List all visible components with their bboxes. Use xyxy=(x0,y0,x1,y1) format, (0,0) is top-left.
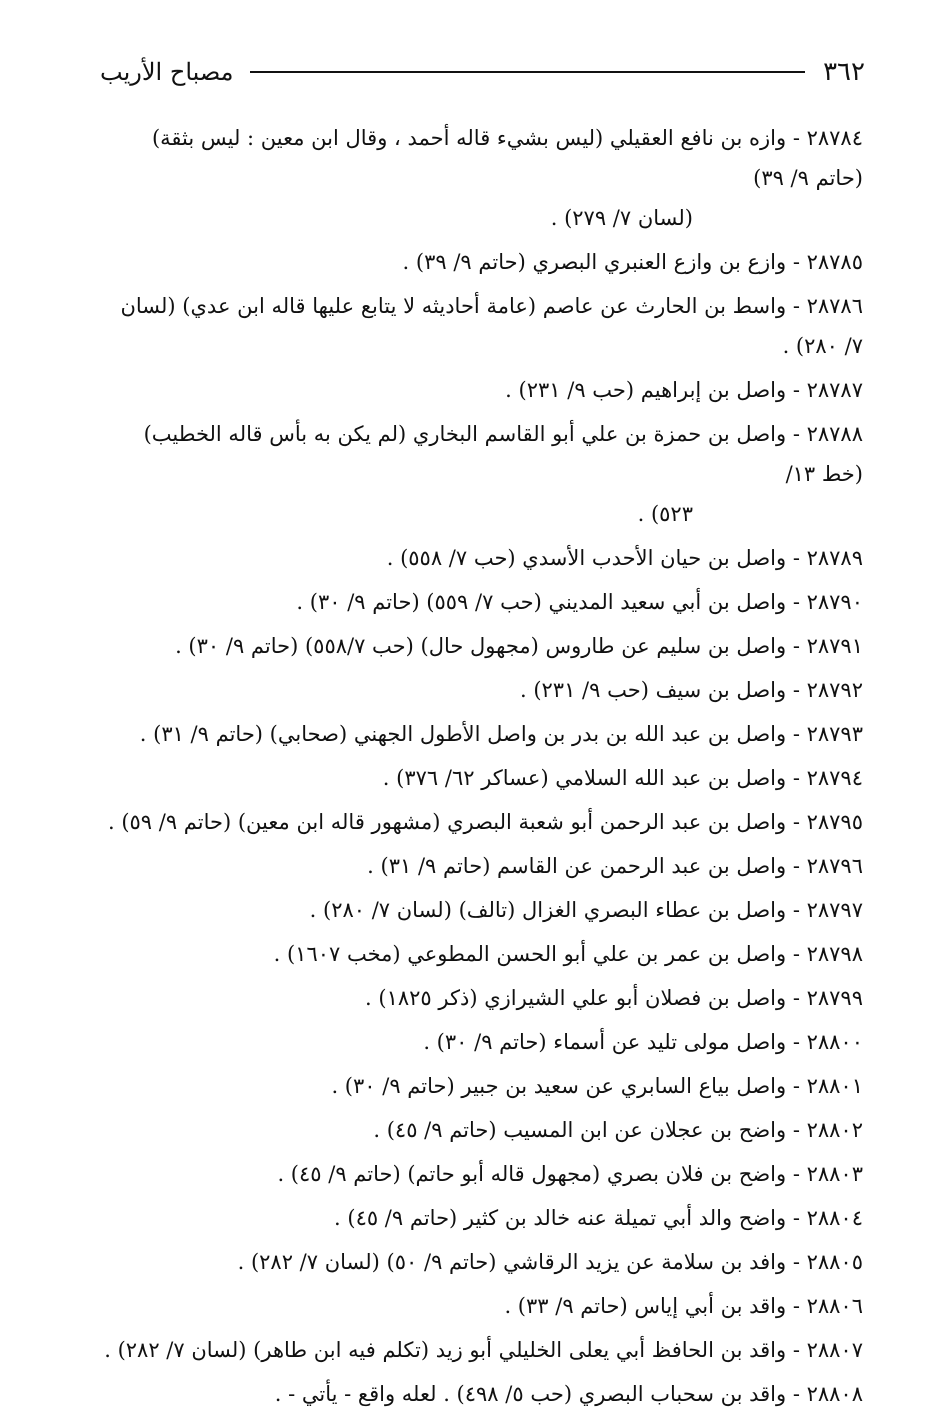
entry-text: واصل بن عبد الله بن بدر بن واصل الأطول الجهني (صحابي) (حاتم ٩/ ٣١) . xyxy=(139,722,787,746)
entry-item: ٢٨٧٩٠ - واصل بن أبي سعيد المديني (حب ٧/ ٥٥٩) (حاتم ٩/ ٣٠) . xyxy=(296,590,863,614)
entry-item: ٢٨٧٩١ - واصل بن سليم عن طاروس (مجهول حال) (حب ٥٥٨/٧) (حاتم ٩/ ٣٠) . xyxy=(175,634,863,658)
entry-text: واصل بن عبد الرحمن عن القاسم (حاتم ٩/ ٣١) . xyxy=(367,854,787,878)
entry-number: ٢٨٧٩٢ xyxy=(806,678,863,702)
entry-number: ٢٨٧٩٦ xyxy=(806,854,863,878)
entry-number: ٢٨٨٠٦ xyxy=(806,1294,863,1318)
entry-item: ٢٨٧٩٥ - واصل بن عبد الرحمن أبو شعبة البصري (مشهور قاله ابن معين) (حاتم ٩/ ٥٩) . xyxy=(107,810,863,834)
entry-text: واصل بن أبي سعيد المديني (حب ٧/ ٥٥٩) (حاتم ٩/ ٣٠) . xyxy=(296,590,787,614)
entry-number: ٢٨٨٠١ xyxy=(806,1074,863,1098)
entry-number: ٢٨٧٨٦ xyxy=(806,294,863,318)
entry-text: واضح والد أبي تميلة عنه خالد بن كثير (حاتم ٩/ ٤٥) . xyxy=(334,1206,787,1230)
entry-item: ٢٨٨٠٦ - واقد بن أبي إياس (حاتم ٩/ ٣٣) . xyxy=(504,1294,863,1318)
entry-text: واصل بن إبراهيم (حب ٩/ ٢٣١) . xyxy=(505,378,787,402)
entry-item: ٢٨٧٩٦ - واصل بن عبد الرحمن عن القاسم (حاتم ٩/ ٣١) . xyxy=(367,854,863,878)
entry-item: ٢٨٧٨٩ - واصل بن حيان الأحدب الأسدي (حب ٧/ ٥٥٨) . xyxy=(386,546,863,570)
entry-text: واصل بن فصلان أبو علي الشيرازي (ذكر ١٨٢٥) . xyxy=(365,986,787,1010)
entry-number: ٢٨٨٠٤ xyxy=(806,1206,863,1230)
entry-number: ٢٨٧٨٨ xyxy=(806,422,863,446)
entry-item: ٢٨٨٠٠ - واصل مولى تليد عن أسماء (حاتم ٩/ ٣٠) . xyxy=(423,1030,863,1054)
entry-number: ٢٨٨٠٧ xyxy=(806,1338,863,1362)
entry-number: ٢٨٧٩٥ xyxy=(806,810,863,834)
entry-text: واقد بن أبي إياس (حاتم ٩/ ٣٣) . xyxy=(504,1294,787,1318)
entry-text: واضح بن عجلان عن ابن المسيب (حاتم ٩/ ٤٥) . xyxy=(373,1118,787,1142)
entry-item: ٢٨٧٨٦ - واسط بن الحارث عن عاصم (عامة أحاديثه لا يتابع عليها قاله ابن عدي) (لسان ٧/ ٢٨٠) . xyxy=(120,294,863,358)
entry-text: واضح بن فلان بصري (مجهول قاله أبو حاتم) (حاتم ٩/ ٤٥) . xyxy=(277,1162,787,1186)
entry-item: ٢٨٧٩٩ - واصل بن فصلان أبو علي الشيرازي (ذكر ١٨٢٥) . xyxy=(365,986,863,1010)
entry-text: واصل بن سيف (حب ٩/ ٢٣١) . xyxy=(519,678,787,702)
entry-item: ٢٨٧٩٣ - واصل بن عبد الله بن بدر بن واصل الأطول الجهني (صحابي) (حاتم ٩/ ٣١) . xyxy=(139,722,863,746)
entry-item: ٢٨٨٠٨ - واقد بن سحباب البصري (حب ٥/ ٤٩٨) . لعله واقع - يأتي - . xyxy=(274,1382,863,1406)
entry-number: ٢٨٨٠٥ xyxy=(806,1250,863,1274)
entry-number: ٢٨٧٨٤ xyxy=(806,126,863,150)
entry-number: ٢٨٨٠٠ xyxy=(806,1030,863,1054)
entry-number: ٢٨٧٩٣ xyxy=(806,722,863,746)
entry-item: ٢٨٧٨٨ - واصل بن حمزة بن علي أبو القاسم البخاري (لم يكن به بأس قاله الخطيب) (خط ١٣/ ٥٢٣) . xyxy=(98,414,863,534)
running-title: مصباح الأريب xyxy=(100,58,234,86)
entry-item: ٢٨٧٨٥ - وازع بن وازع العنبري البصري (حاتم ٩/ ٣٩) . xyxy=(402,250,863,274)
entry-text: وازه بن نافع العقيلي (ليس بشيء قاله أحمد ، وقال ابن معين : ليس بثقة) (حاتم ٩/ ٣٩) xyxy=(151,126,863,190)
page-header xyxy=(100,50,865,94)
entry-number: ٢٨٧٨٩ xyxy=(806,546,863,570)
entry-item: ٢٨٨٠٢ - واضح بن عجلان عن ابن المسيب (حاتم ٩/ ٤٥) . xyxy=(373,1118,863,1142)
entry-text: واسط بن الحارث عن عاصم (عامة أحاديثه لا يتابع عليها قاله ابن عدي) (لسان ٧/ ٢٨٠) . xyxy=(120,294,863,358)
entry-number: ٢٨٨٠٣ xyxy=(806,1162,863,1186)
entry-text: واصل بن سليم عن طاروس (مجهول حال) (حب ٥٥٨/٧) (حاتم ٩/ ٣٠) . xyxy=(175,634,787,658)
entry-item: ٢٨٧٩٨ - واصل بن عمر بن علي أبو الحسن المطوعي (مخب ١٦٠٧) . xyxy=(273,942,863,966)
entry-text: واصل بن عطاء البصري الغزال (تالف) (لسان ٧/ ٢٨٠) . xyxy=(309,898,787,922)
entry-item: ٢٨٧٨٧ - واصل بن إبراهيم (حب ٩/ ٢٣١) . xyxy=(505,378,863,402)
entry-item: ٢٨٧٩٧ - واصل بن عطاء البصري الغزال (تالف) (لسان ٧/ ٢٨٠) . xyxy=(309,898,863,922)
entry-item: ٢٨٧٩٢ - واصل بن سيف (حب ٩/ ٢٣١) . xyxy=(519,678,863,702)
entry-item: ٢٨٨٠٣ - واضح بن فلان بصري (مجهول قاله أبو حاتم) (حاتم ٩/ ٤٥) . xyxy=(277,1162,863,1186)
entry-text: وافد بن سلامة عن يزيد الرقاشي (حاتم ٩/ ٥٠) (لسان ٧/ ٢٨٢) . xyxy=(237,1250,787,1274)
entry-number: ٢٨٨٠٨ xyxy=(806,1382,863,1406)
entry-continuation: (لسان ٧/ ٢٧٩) . xyxy=(550,206,693,230)
entry-text: واقد بن الحافظ أبي يعلى الخليلي أبو زيد (تكلم فيه ابن طاهر) (لسان ٧/ ٢٨٢) . xyxy=(104,1338,787,1362)
entry-item: ٢٨٧٩٤ - واصل بن عبد الله السلامي (عساكر ٦٢/ ٣٧٦) . xyxy=(382,766,863,790)
entry-text: وازع بن وازع العنبري البصري (حاتم ٩/ ٣٩) . xyxy=(402,250,787,274)
entry-text: واصل بن حيان الأحدب الأسدي (حب ٧/ ٥٥٨) . xyxy=(386,546,787,570)
entry-item: ٢٨٨٠٤ - واضح والد أبي تميلة عنه خالد بن كثير (حاتم ٩/ ٤٥) . xyxy=(334,1206,863,1230)
entry-text: واصل مولى تليد عن أسماء (حاتم ٩/ ٣٠) . xyxy=(423,1030,787,1054)
entry-number: ٢٨٧٩٤ xyxy=(806,766,863,790)
entry-continuation: ٥٢٣) . xyxy=(637,502,693,526)
entry-number: ٢٨٧٨٥ xyxy=(806,250,863,274)
entry-item: ٢٨٨٠١ - واصل بياع السابري عن سعيد بن جبير (حاتم ٩/ ٣٠) . xyxy=(331,1074,863,1098)
entry-number: ٢٨٧٩٨ xyxy=(806,942,863,966)
header-rule xyxy=(250,71,806,73)
entry-number: ٢٨٨٠٢ xyxy=(806,1118,863,1142)
page-number: ٣٦٢ xyxy=(823,57,865,87)
entry-item: ٢٨٨٠٧ - واقد بن الحافظ أبي يعلى الخليلي أبو زيد (تكلم فيه ابن طاهر) (لسان ٧/ ٢٨٢) . xyxy=(104,1338,863,1362)
entry-item: ٢٨٨٠٥ - وافد بن سلامة عن يزيد الرقاشي (حاتم ٩/ ٥٠) (لسان ٧/ ٢٨٢) . xyxy=(237,1250,863,1274)
entry-item: ٢٨٧٨٤ - وازه بن نافع العقيلي (ليس بشيء قاله أحمد ، وقال ابن معين : ليس بثقة) (حاتم ٩/ ٣٩) (لسان ٧/ ٢٧٩) . xyxy=(98,118,863,238)
entry-list xyxy=(98,118,863,1418)
entry-number: ٢٨٧٩٧ xyxy=(806,898,863,922)
entry-text: واقد بن سحباب البصري (حب ٥/ ٤٩٨) . لعله واقع - يأتي - . xyxy=(274,1382,787,1406)
entry-text: واصل بن حمزة بن علي أبو القاسم البخاري (لم يكن به بأس قاله الخطيب) (خط ١٣/ xyxy=(143,422,863,486)
entry-text: واصل بن عمر بن علي أبو الحسن المطوعي (مخب ١٦٠٧) . xyxy=(273,942,787,966)
entry-text: واصل بن عبد الرحمن أبو شعبة البصري (مشهور قاله ابن معين) (حاتم ٩/ ٥٩) . xyxy=(107,810,787,834)
entry-number: ٢٨٧٩١ xyxy=(806,634,863,658)
entry-number: ٢٨٧٩٩ xyxy=(806,986,863,1010)
entry-number: ٢٨٧٨٧ xyxy=(806,378,863,402)
entry-text: واصل بن عبد الله السلامي (عساكر ٦٢/ ٣٧٦) . xyxy=(382,766,787,790)
entry-number: ٢٨٧٩٠ xyxy=(806,590,863,614)
entry-text: واصل بياع السابري عن سعيد بن جبير (حاتم ٩/ ٣٠) . xyxy=(331,1074,787,1098)
